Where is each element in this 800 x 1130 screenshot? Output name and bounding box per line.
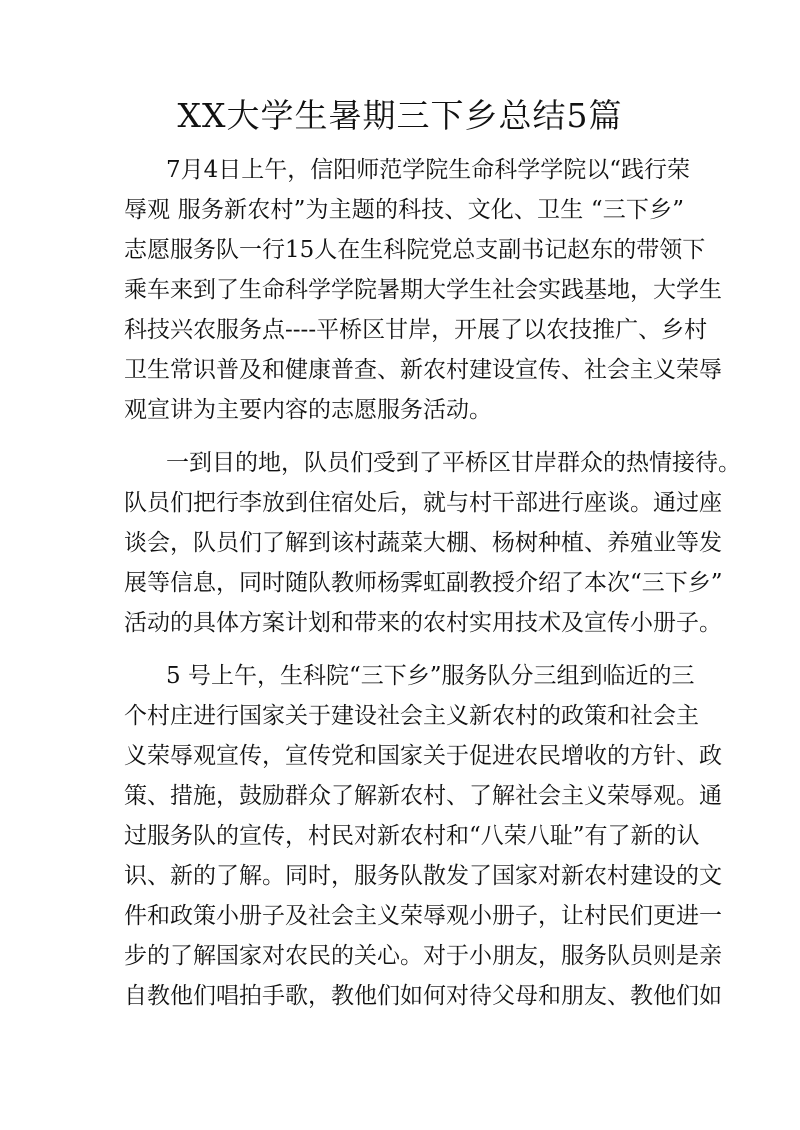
paragraph-3-line-3: 义荣辱观宣传，宣传党和国家关于促进农民增收的方针、政 bbox=[124, 743, 722, 769]
paragraph-2-line-1: 一到目的地，队员们受到了平桥区甘岸群众的热情接待。 bbox=[166, 450, 741, 476]
paragraph-3-line-5: 过服务队的宣传，村民对新农村和“八荣八耻”有了新的认 bbox=[124, 823, 700, 849]
paragraph-1-line-3: 志愿服务队一行15人在生科院党总支副书记赵东的带领下 bbox=[124, 237, 706, 263]
paragraph-3-line-9: 自教他们唱拍手歌，教他们如何对待父母和朋友、教他们如 bbox=[124, 983, 722, 1009]
paragraph-2-line-5: 活动的具体方案计划和带来的农村实用技术及宣传小册子。 bbox=[124, 610, 722, 636]
paragraph-3-line-7: 件和政策小册子及社会主义荣辱观小册子，让村民们更进一 bbox=[124, 903, 722, 929]
paragraph-1-line-2: 辱观 服务新农村”为主题的科技、文化、卫生 “三下乡” bbox=[124, 197, 684, 223]
paragraph-2-line-4: 展等信息，同时随队教师杨霁虹副教授介绍了本次“三下乡” bbox=[124, 570, 723, 596]
paragraph-1-line-5: 科技兴农服务点----平桥区甘岸，开展了以农技推广、乡村 bbox=[124, 317, 708, 343]
paragraph-1-line-6: 卫生常识普及和健康普查、新农村建设宣传、社会主义荣辱 bbox=[124, 357, 722, 383]
paragraph-2-line-2: 队员们把行李放到住宿处后，就与村干部进行座谈。通过座 bbox=[124, 490, 722, 516]
paragraph-1-line-4: 乘车来到了生命科学学院暑期大学生社会实践基地，大学生 bbox=[124, 277, 722, 303]
document-title: XX大学生暑期三下乡总结5篇 bbox=[177, 96, 623, 135]
paragraph-1-line-7: 观宣讲为主要内容的志愿服务活动。 bbox=[124, 397, 492, 423]
paragraph-3-line-6: 识、新的了解。同时，服务队散发了国家对新农村建设的文 bbox=[124, 863, 722, 889]
paragraph-3-line-2: 个村庄进行国家关于建设社会主义新农村的政策和社会主 bbox=[124, 703, 699, 729]
paragraph-3-line-4: 策、措施，鼓励群众了解新农村、了解社会主义荣辱观。通 bbox=[124, 783, 722, 809]
paragraph-3-line-8: 步的了解国家对农民的关心。对于小朋友，服务队员则是亲 bbox=[124, 943, 722, 969]
paragraph-2-line-3: 谈会，队员们了解到该村蔬菜大棚、杨树种植、养殖业等发 bbox=[124, 530, 722, 556]
paragraph-3-line-1: 5 号上午，生科院“三下乡”服务队分三组到临近的三 bbox=[166, 663, 695, 689]
paragraph-1-line-1: 7月4日上午，信阳师范学院生命科学学院以“践行荣 bbox=[166, 157, 691, 183]
